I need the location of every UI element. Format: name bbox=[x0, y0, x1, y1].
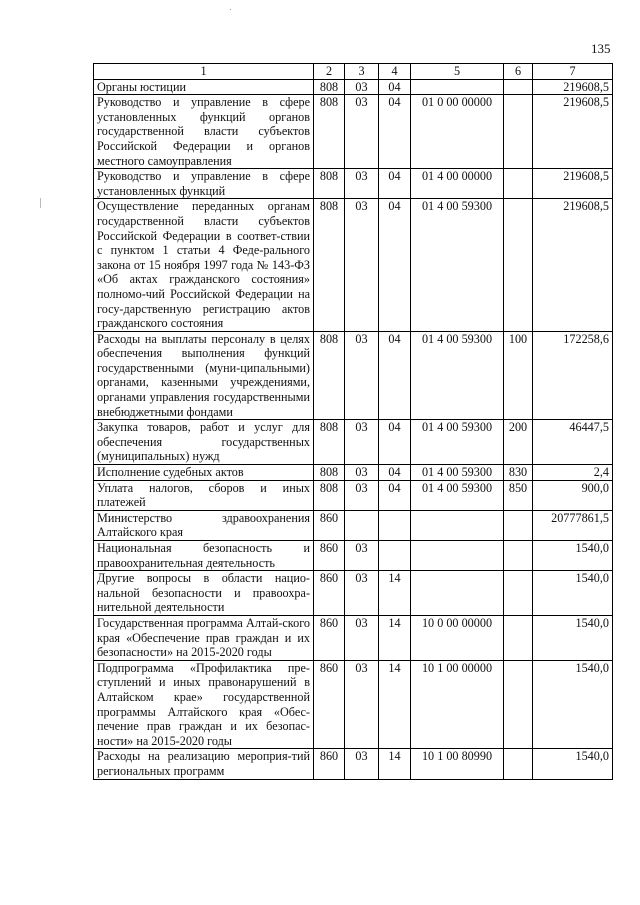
subsection-cell: 04 bbox=[379, 420, 411, 465]
expense-type-cell: 100 bbox=[504, 331, 533, 420]
target-article-cell bbox=[411, 510, 504, 540]
admin-code-cell: 808 bbox=[314, 480, 345, 510]
target-article-cell bbox=[411, 79, 504, 95]
target-article-cell bbox=[411, 571, 504, 616]
section-cell: 03 bbox=[345, 79, 379, 95]
section-cell: 03 bbox=[345, 480, 379, 510]
target-article-cell: 01 4 00 59300 bbox=[411, 199, 504, 331]
target-article-cell: 10 1 00 00000 bbox=[411, 660, 504, 749]
table-row bbox=[94, 541, 613, 571]
section-cell: 03 bbox=[345, 169, 379, 199]
amount-cell: 20777861,5 bbox=[533, 510, 613, 540]
amount-cell: 219608,5 bbox=[533, 95, 613, 169]
table-header-row bbox=[94, 64, 613, 80]
expense-type-cell: 830 bbox=[504, 465, 533, 481]
expense-type-cell bbox=[504, 79, 533, 95]
section-cell bbox=[345, 510, 379, 540]
admin-code-cell: 808 bbox=[314, 331, 345, 420]
expense-type-cell bbox=[504, 510, 533, 540]
amount-cell: 172258,6 bbox=[533, 331, 613, 420]
column-header: 6 bbox=[504, 64, 533, 80]
admin-code-cell: 808 bbox=[314, 95, 345, 169]
item-name-cell: Подпрограмма «Профилактика пре-ступлений и иных правонарушений в Алтайском крае» государственной программы Алтайского края «Обес-печение прав граждан и их безопас-ности» на 2015-2020 годы bbox=[94, 660, 314, 749]
item-name-cell: Расходы на выплаты персоналу в целях обеспечения выполнения функций государственными (муни-ципальными) органами, казенными учреждениями, органами управления государственными внебюджетными фондами bbox=[94, 331, 314, 420]
target-article-cell bbox=[411, 541, 504, 571]
section-cell: 03 bbox=[345, 660, 379, 749]
subsection-cell bbox=[379, 510, 411, 540]
subsection-cell: 14 bbox=[379, 749, 411, 779]
amount-cell: 2,4 bbox=[533, 465, 613, 481]
subsection-cell: 14 bbox=[379, 660, 411, 749]
amount-cell: 1540,0 bbox=[533, 749, 613, 779]
item-name-cell: Руководство и управление в сфере установленных функций органов государственной власти субъектов Российской Федерации и органов местного самоуправления bbox=[94, 95, 314, 169]
table-row bbox=[94, 199, 613, 331]
expense-type-cell bbox=[504, 749, 533, 779]
section-cell: 03 bbox=[345, 95, 379, 169]
scan-speck bbox=[230, 9, 231, 10]
amount-cell: 219608,5 bbox=[533, 79, 613, 95]
section-cell: 03 bbox=[345, 331, 379, 420]
item-name-cell: Органы юстиции bbox=[94, 79, 314, 95]
column-header: 1 bbox=[94, 64, 314, 80]
item-name-cell: Осуществление переданных органам государственной власти субъектов Российской Федерации в соответ-ствии с пунктом 1 статьи 4 Феде-рального закона от 15 ноября 1997 года № 143-ФЗ «Об актах гражданского состояния» полномо-чий Российской Федерации на госу-дарственную регистрацию актов гражданского состояния bbox=[94, 199, 314, 331]
table-row bbox=[94, 660, 613, 749]
table-row bbox=[94, 480, 613, 510]
subsection-cell: 04 bbox=[379, 199, 411, 331]
section-cell: 03 bbox=[345, 541, 379, 571]
expense-type-cell bbox=[504, 571, 533, 616]
subsection-cell bbox=[379, 541, 411, 571]
target-article-cell: 10 0 00 00000 bbox=[411, 615, 504, 660]
table-row bbox=[94, 420, 613, 465]
amount-cell: 219608,5 bbox=[533, 199, 613, 331]
item-name-cell: Министерство здравоохранения Алтайского края bbox=[94, 510, 314, 540]
admin-code-cell: 860 bbox=[314, 541, 345, 571]
target-article-cell: 10 1 00 80990 bbox=[411, 749, 504, 779]
subsection-cell: 04 bbox=[379, 465, 411, 481]
item-name-cell: Расходы на реализацию мероприя-тий региональных программ bbox=[94, 749, 314, 779]
budget-table bbox=[93, 63, 613, 780]
target-article-cell: 01 4 00 00000 bbox=[411, 169, 504, 199]
expense-type-cell: 850 bbox=[504, 480, 533, 510]
table-row bbox=[94, 510, 613, 540]
column-header: 5 bbox=[411, 64, 504, 80]
subsection-cell: 04 bbox=[379, 480, 411, 510]
table-row bbox=[94, 571, 613, 616]
table-row bbox=[94, 95, 613, 169]
admin-code-cell: 860 bbox=[314, 749, 345, 779]
amount-cell: 1540,0 bbox=[533, 541, 613, 571]
admin-code-cell: 860 bbox=[314, 660, 345, 749]
amount-cell: 900,0 bbox=[533, 480, 613, 510]
target-article-cell: 01 4 00 59300 bbox=[411, 420, 504, 465]
amount-cell: 1540,0 bbox=[533, 615, 613, 660]
amount-cell: 1540,0 bbox=[533, 571, 613, 616]
section-cell: 03 bbox=[345, 199, 379, 331]
column-header: 2 bbox=[314, 64, 345, 80]
target-article-cell: 01 4 00 59300 bbox=[411, 480, 504, 510]
amount-cell: 46447,5 bbox=[533, 420, 613, 465]
item-name-cell: Закупка товаров, работ и услуг для обеспечения государственных (муниципальных) нужд bbox=[94, 420, 314, 465]
subsection-cell: 04 bbox=[379, 331, 411, 420]
subsection-cell: 04 bbox=[379, 95, 411, 169]
admin-code-cell: 808 bbox=[314, 169, 345, 199]
section-cell: 03 bbox=[345, 615, 379, 660]
item-name-cell: Национальная безопасность и правоохранительная деятельность bbox=[94, 541, 314, 571]
expense-type-cell bbox=[504, 541, 533, 571]
subsection-cell: 04 bbox=[379, 79, 411, 95]
expense-type-cell bbox=[504, 95, 533, 169]
column-header: 3 bbox=[345, 64, 379, 80]
subsection-cell: 14 bbox=[379, 615, 411, 660]
admin-code-cell: 860 bbox=[314, 615, 345, 660]
admin-code-cell: 860 bbox=[314, 571, 345, 616]
table-row bbox=[94, 79, 613, 95]
expense-type-cell: 200 bbox=[504, 420, 533, 465]
admin-code-cell: 860 bbox=[314, 510, 345, 540]
amount-cell: 1540,0 bbox=[533, 660, 613, 749]
target-article-cell: 01 4 00 59300 bbox=[411, 465, 504, 481]
table-row bbox=[94, 331, 613, 420]
expense-type-cell bbox=[504, 615, 533, 660]
column-header: 4 bbox=[379, 64, 411, 80]
subsection-cell: 04 bbox=[379, 169, 411, 199]
admin-code-cell: 808 bbox=[314, 465, 345, 481]
admin-code-cell: 808 bbox=[314, 79, 345, 95]
column-header: 7 bbox=[533, 64, 613, 80]
item-name-cell: Исполнение судебных актов bbox=[94, 465, 314, 481]
expense-type-cell bbox=[504, 169, 533, 199]
amount-cell: 219608,5 bbox=[533, 169, 613, 199]
target-article-cell: 01 0 00 00000 bbox=[411, 95, 504, 169]
item-name-cell: Другие вопросы в области нацио-нальной безопасности и правоохра-нительной деятельности bbox=[94, 571, 314, 616]
table-row bbox=[94, 749, 613, 779]
admin-code-cell: 808 bbox=[314, 199, 345, 331]
target-article-cell: 01 4 00 59300 bbox=[411, 331, 504, 420]
section-cell: 03 bbox=[345, 420, 379, 465]
item-name-cell: Государственная программа Алтай-ского края «Обеспечение прав граждан и их безопасности» на 2015-2020 годы bbox=[94, 615, 314, 660]
section-cell: 03 bbox=[345, 571, 379, 616]
section-cell: 03 bbox=[345, 465, 379, 481]
expense-type-cell bbox=[504, 199, 533, 331]
subsection-cell: 14 bbox=[379, 571, 411, 616]
table-row bbox=[94, 615, 613, 660]
table-row bbox=[94, 169, 613, 199]
table-row bbox=[94, 465, 613, 481]
page-number: 135 bbox=[591, 41, 611, 56]
section-cell: 03 bbox=[345, 749, 379, 779]
scan-mark bbox=[40, 198, 41, 208]
admin-code-cell: 808 bbox=[314, 420, 345, 465]
item-name-cell: Уплата налогов, сборов и иных платежей bbox=[94, 480, 314, 510]
expense-type-cell bbox=[504, 660, 533, 749]
item-name-cell: Руководство и управление в сфере установленных функций bbox=[94, 169, 314, 199]
